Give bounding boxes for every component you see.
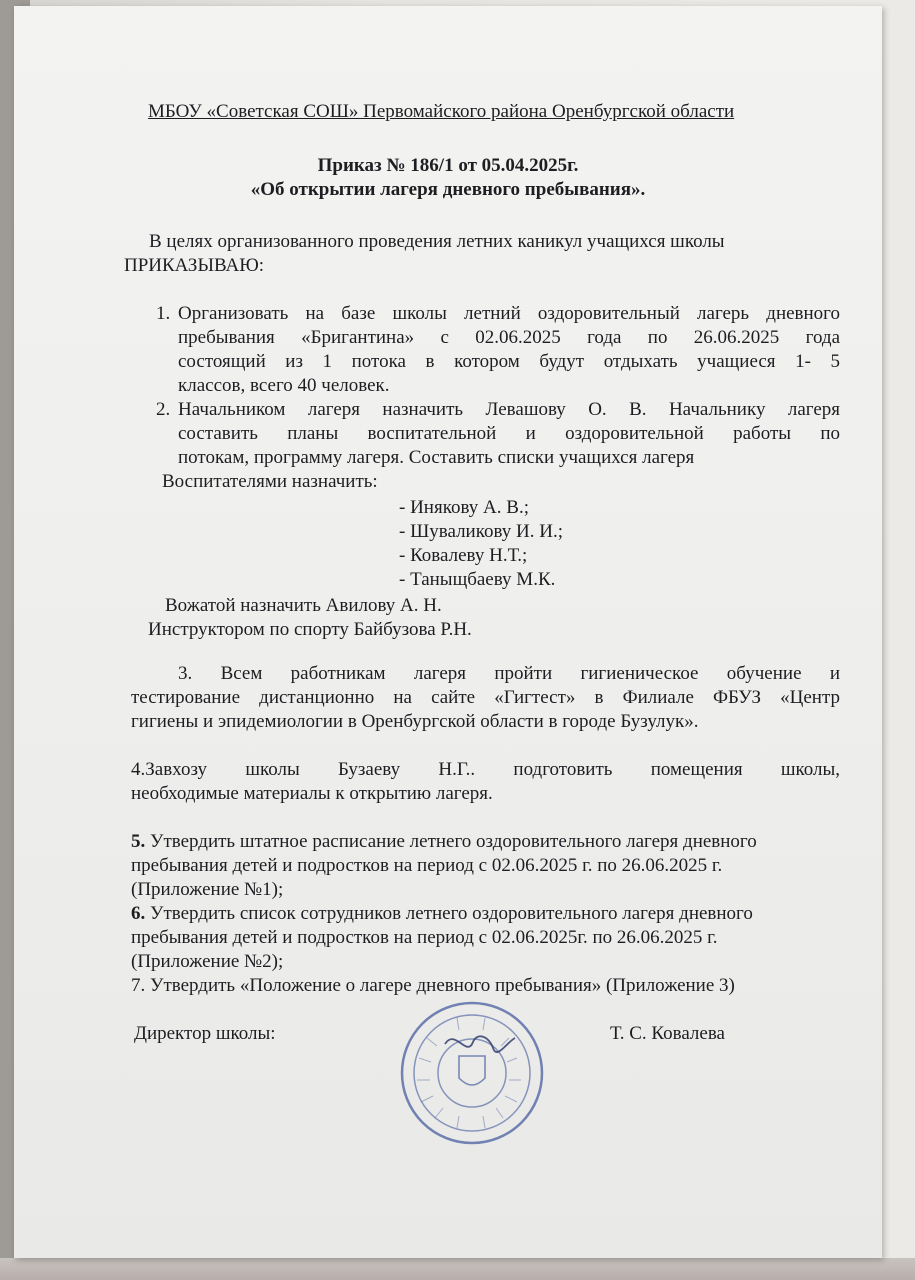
intro-line: В целях организованного проведения летних каникул учащихся школы [149, 231, 725, 252]
item6-line: пребывания детей и подростков на период с 02.06.2025г. по 26.06.2025 г. [131, 927, 718, 948]
order-title: Приказ № 186/1 от 05.04.2025г. [317, 155, 579, 176]
signature-name: Т. С. Ковалева [610, 1023, 725, 1044]
order-verb: ПРИКАЗЫВАЮ: [124, 255, 265, 276]
item3-line: 3. Всем работникам лагеря пройти гигиеническое обучение и [178, 663, 840, 684]
plastic-sleeve-edge [0, 1258, 915, 1280]
item3-line: тестирование дистанционно на сайте «Гигтест» в Филиале ФБУЗ «Центр [131, 687, 840, 708]
educator-entry: - Ковалеву Н.Т.; [399, 545, 528, 566]
item1-line: классов, всего 40 человек. [178, 375, 390, 396]
item5-line: Утвердить штатное расписание летнего оздоровительного лагеря дневного [145, 831, 757, 852]
official-stamp [397, 998, 547, 1148]
item5-line: пребывания детей и подростков на период с 02.06.2025 г. по 26.06.2025 г. [131, 855, 723, 876]
item1-line: пребывания «Бригантина» с 02.06.2025 года по 26.06.2025 года [178, 327, 840, 348]
item2-line: потокам, программу лагеря. Составить списки учащихся лагеря [178, 447, 695, 468]
order-subject: «Об открытии лагеря дневного пребывания». [250, 179, 646, 200]
item-number: 5. [131, 831, 146, 852]
item-number: 6. [131, 903, 146, 924]
item5-line: (Приложение №1); [131, 879, 284, 900]
item4-line: 4.Завхозу школы Бузаеву Н.Г.. подготовить помещения школы, [131, 759, 840, 780]
educator-entry: - Таныщбаеву М.К. [399, 569, 556, 590]
item-number: 2. [156, 399, 171, 420]
item2-line: Начальником лагеря назначить Левашову О. В. Начальнику лагеря [178, 399, 840, 420]
item6-line: Утвердить список сотрудников летнего оздоровительного лагеря дневного [145, 903, 753, 924]
document-page [14, 6, 882, 1258]
educators-heading: Воспитателями назначить: [162, 471, 378, 492]
item7-line: 7. Утвердить «Положение о лагере дневного пребывания» (Приложение 3) [131, 975, 735, 996]
item3-line: гигиены и эпидемиологии в Оренбургской области в городе Бузулук». [131, 711, 699, 732]
school-header: МБОУ «Советская СОШ» Первомайского района Оренбургской области [148, 101, 735, 122]
signature-scribble [445, 1036, 515, 1052]
educator-entry: - Шуваликову И. И.; [399, 521, 564, 542]
item1-line: Организовать на базе школы летний оздоровительный лагерь дневного [178, 303, 840, 324]
educator-entry: - Инякову А. В.; [399, 497, 529, 518]
item6-line: (Приложение №2); [131, 951, 284, 972]
signature-role: Директор школы: [134, 1023, 276, 1044]
emblem-icon [459, 1056, 485, 1085]
item2-line: составить планы воспитательной и оздоровительной работы по [178, 423, 840, 444]
instructor-line: Инструктором по спорту Байбузова Р.Н. [148, 619, 472, 640]
item4-line: необходимые материалы к открытию лагеря. [131, 783, 493, 804]
item1-line: состоящий из 1 потока в котором будут отдыхать учащиеся 1- 5 [178, 351, 840, 372]
counselor-line: Вожатой назначить Авилову А. Н. [165, 595, 442, 616]
item-number: 1. [156, 303, 171, 324]
